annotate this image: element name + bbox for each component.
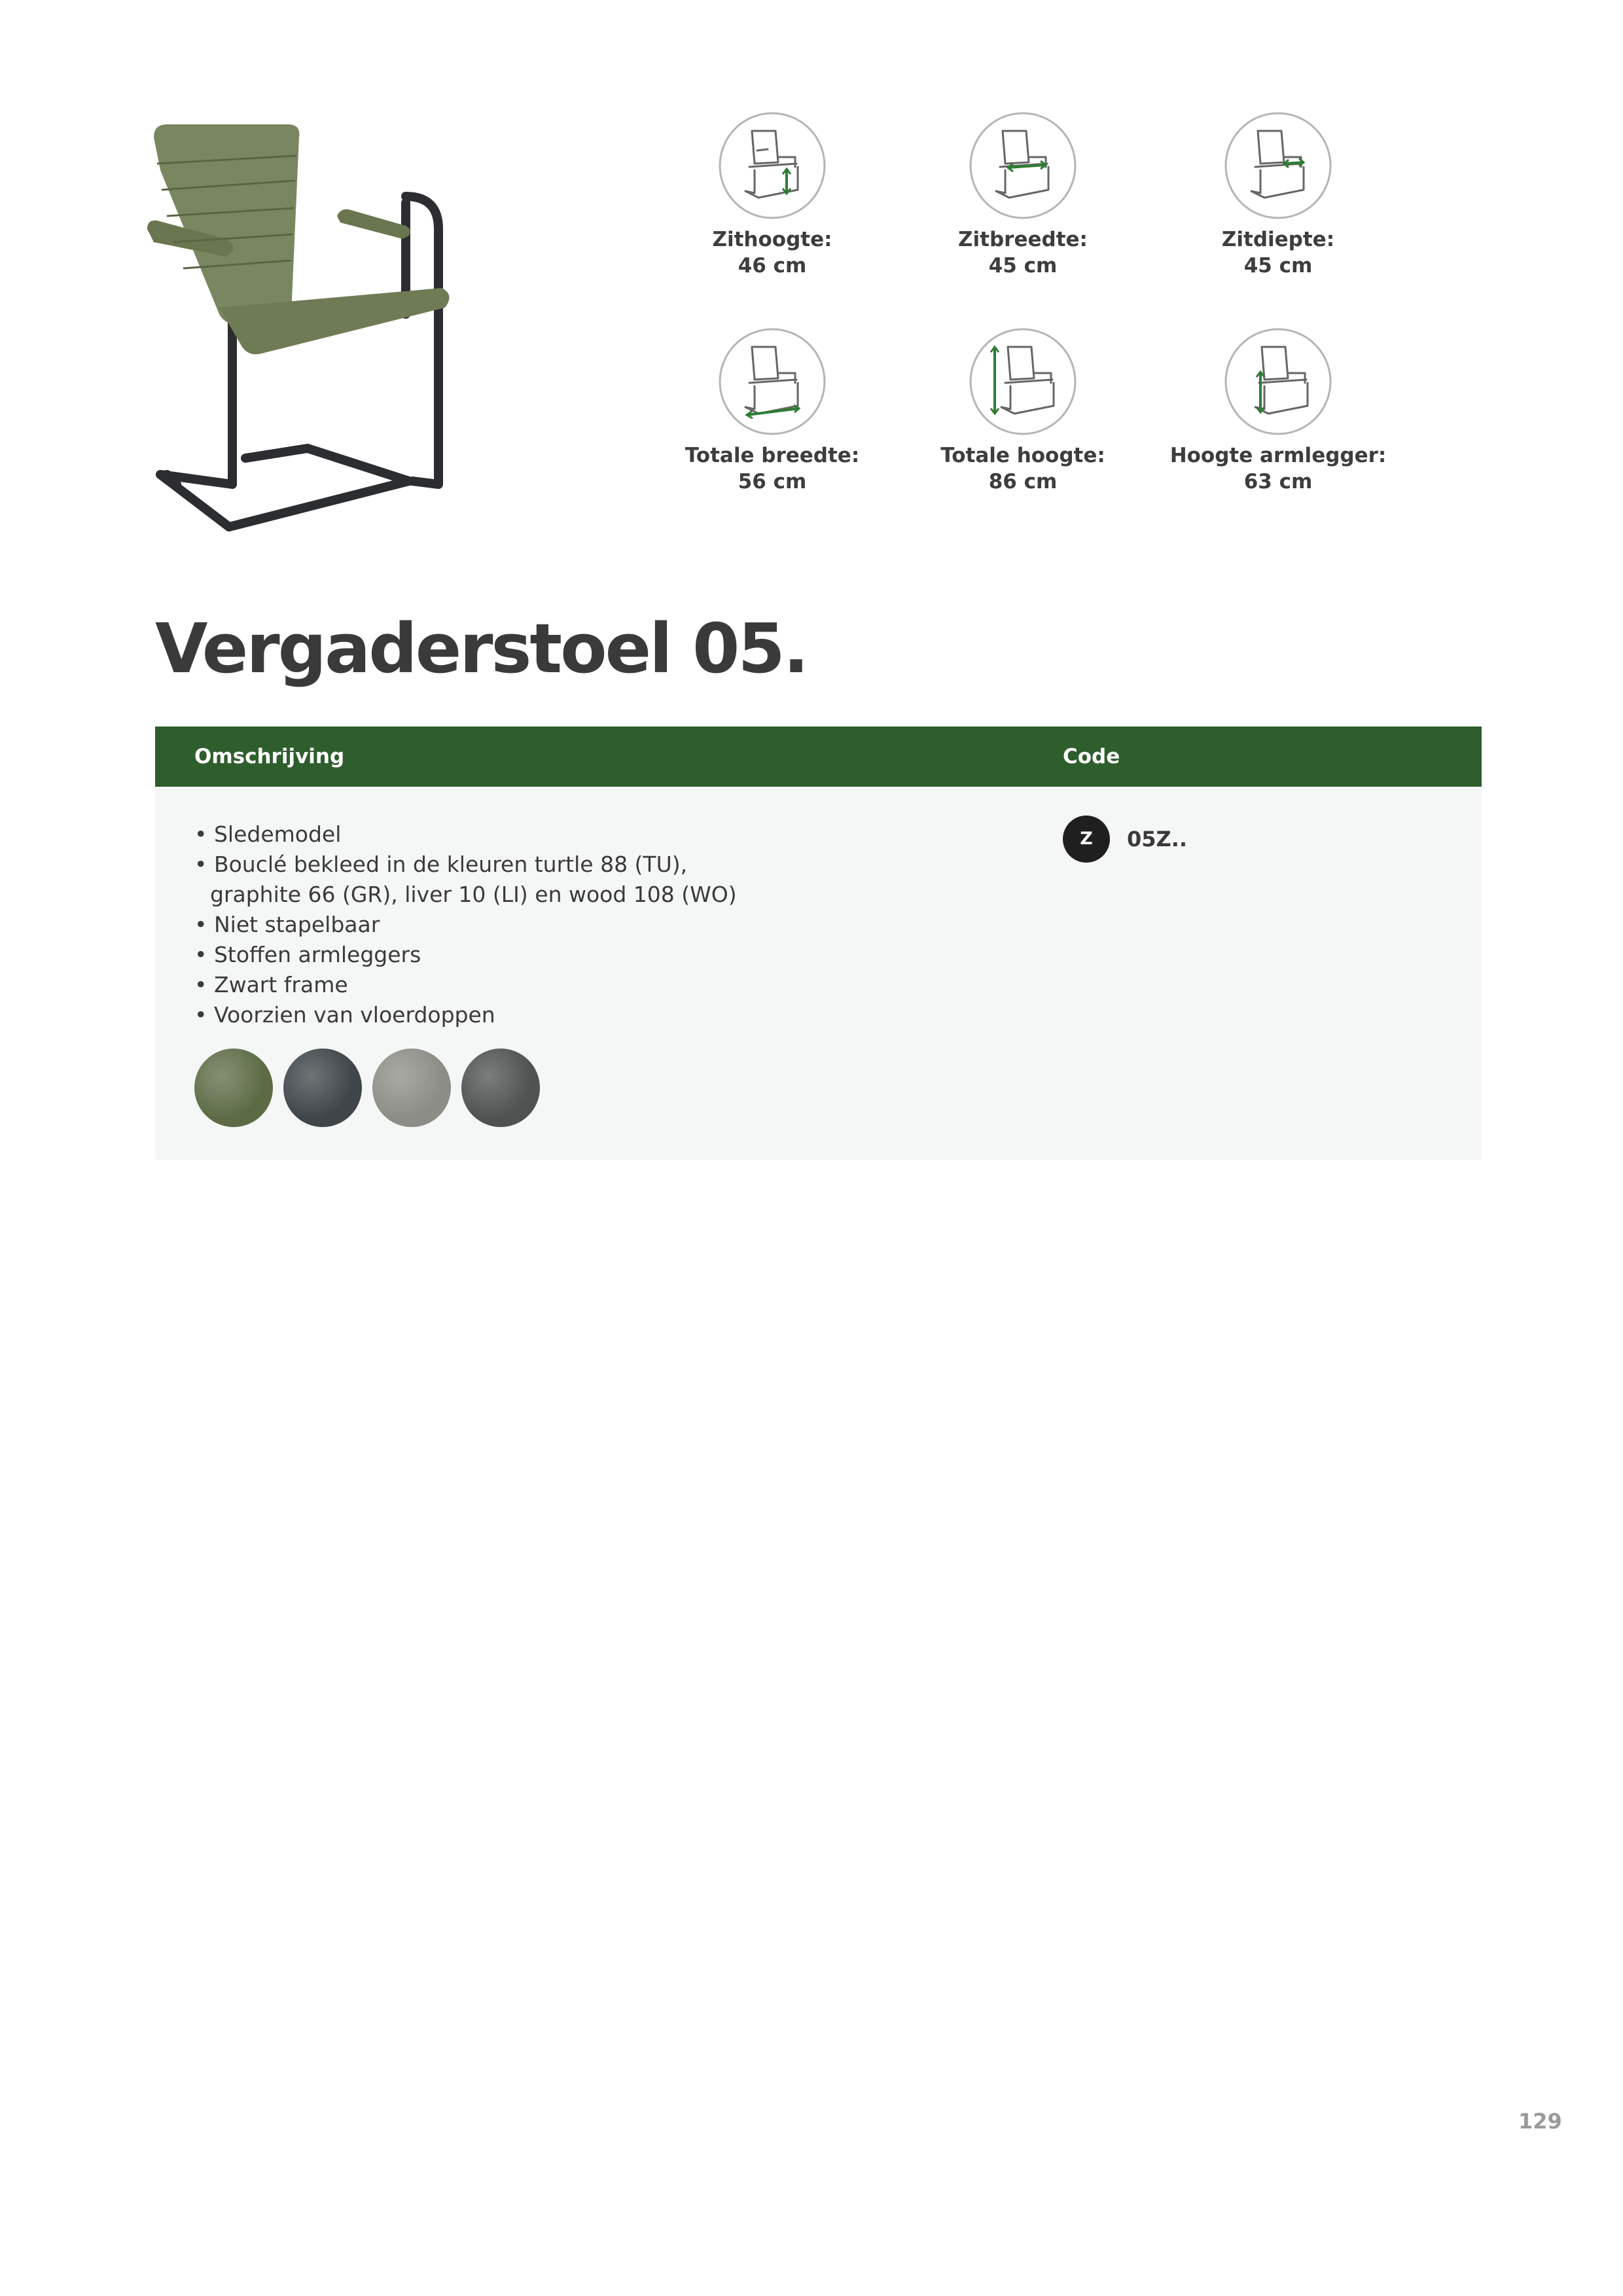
spec-item bbox=[899, 327, 1147, 495]
page-number: 129 bbox=[1518, 2109, 1562, 2134]
list-item: • Niet stapelbaar bbox=[194, 910, 799, 940]
spec-label: Zitdiepte: bbox=[1221, 228, 1335, 251]
spec-label: Hoogte armlegger: bbox=[1169, 444, 1387, 467]
product-title: Vergaderstoel 05. bbox=[155, 609, 808, 689]
spec-value: 63 cm bbox=[1243, 470, 1313, 493]
header-code: Code bbox=[1063, 745, 1120, 768]
chair-photo bbox=[147, 118, 461, 550]
spec-value: 45 cm bbox=[1243, 254, 1313, 278]
table-header bbox=[155, 726, 1482, 787]
total-height-icon bbox=[969, 327, 1077, 436]
list-item: • Sledemodel bbox=[194, 819, 799, 850]
list-item: • Zwart frame bbox=[194, 970, 799, 1000]
code-badge: Z bbox=[1063, 816, 1110, 863]
spec-item bbox=[1154, 327, 1402, 495]
product-code: 05Z.. bbox=[1127, 827, 1188, 852]
swatch-wood bbox=[461, 1049, 540, 1127]
spec-label: Totale breedte: bbox=[685, 444, 860, 467]
spec-value: 46 cm bbox=[738, 254, 807, 278]
armrest-height-icon bbox=[1224, 327, 1332, 436]
spec-item bbox=[648, 111, 897, 279]
spec-item bbox=[1154, 111, 1402, 279]
seat-width-icon bbox=[969, 111, 1077, 220]
list-item: • Stoffen armleggers bbox=[194, 940, 799, 970]
total-width-icon bbox=[718, 327, 827, 436]
table-body bbox=[155, 787, 1482, 1160]
list-item: • Bouclé bekleed in de kleuren turtle 88 (TU), graphite 66 (GR), liver 10 (LI) en wood 108 (WO) bbox=[194, 850, 799, 910]
spec-value: 86 cm bbox=[988, 470, 1058, 493]
product-table bbox=[155, 726, 1482, 1160]
spec-value: 56 cm bbox=[738, 470, 807, 493]
seat-height-icon bbox=[718, 111, 827, 220]
swatch-turtle bbox=[194, 1049, 273, 1127]
spec-grid bbox=[648, 111, 1420, 517]
list-item: • Voorzien van vloerdoppen bbox=[194, 1000, 799, 1030]
color-swatches bbox=[194, 1049, 540, 1127]
spec-value: 45 cm bbox=[988, 254, 1058, 278]
spec-label: Zitbreedte: bbox=[958, 228, 1088, 251]
spec-label: Totale hoogte: bbox=[940, 444, 1105, 467]
description-list bbox=[194, 819, 799, 1030]
spec-item bbox=[899, 111, 1147, 279]
swatch-liver bbox=[372, 1049, 451, 1127]
header-description: Omschrijving bbox=[194, 745, 345, 768]
seat-depth-icon bbox=[1224, 111, 1332, 220]
spec-label: Zithoogte: bbox=[712, 228, 832, 251]
spec-item bbox=[648, 327, 897, 495]
swatch-graphite bbox=[283, 1049, 362, 1127]
